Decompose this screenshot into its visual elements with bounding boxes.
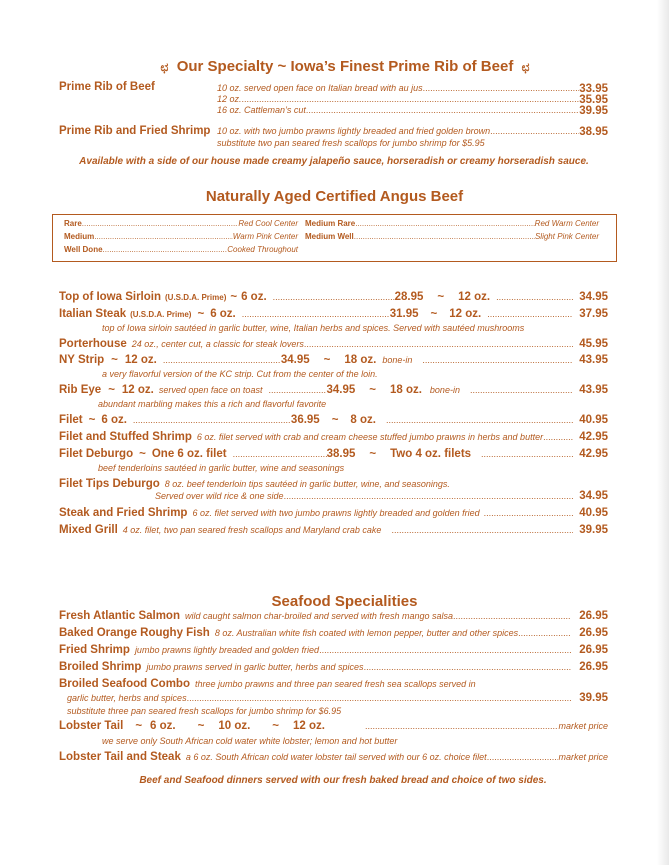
fried-shrimp-row: [59, 644, 608, 656]
item-desc: wild caught salmon char-broiled and served with fresh mango salsa: [185, 611, 453, 621]
size-1: One 6 oz. filet: [151, 448, 227, 460]
ornament-right-icon: ಛ: [521, 60, 530, 74]
item-tag: (U.S.D.A. Prime): [130, 310, 192, 319]
leader-dots: [364, 662, 572, 672]
leader-dots: [233, 449, 327, 459]
leader-dots: [490, 126, 579, 138]
item-desc-2: Served over wild rice & one side: [155, 491, 284, 501]
ribeye-row: [59, 384, 608, 396]
sirloin-row: [59, 291, 608, 303]
mixed-grill-row: [59, 524, 608, 536]
size-2: 18 oz.: [389, 384, 422, 396]
leader-dots: [487, 309, 573, 319]
item-tag: (U.S.D.A. Prime): [165, 293, 227, 302]
size-2: 12 oz.: [458, 291, 491, 303]
italian-row: [59, 308, 608, 320]
page-edge-shadow: [657, 0, 669, 865]
prime-rib-name: Prime Rib of Beef: [59, 81, 155, 93]
leader-dots: [187, 693, 572, 703]
leader-dots: [306, 105, 579, 117]
prime-rib-desc: 16 oz. Cattleman’s cut: [217, 105, 306, 115]
item-desc-2: garlic butter, herbs and spices: [67, 693, 187, 703]
tilde: ~: [88, 414, 96, 426]
leader-dots: [365, 721, 559, 731]
leader-dots: [133, 415, 291, 425]
prime-rib-desc: 12 oz.: [217, 94, 242, 104]
prime-rib-price: 39.95: [579, 105, 608, 117]
tips-row-2: [155, 490, 608, 502]
item-name: Mixed Grill: [59, 524, 118, 536]
tilde: ~: [323, 354, 331, 366]
price-1: 31.95: [389, 308, 419, 320]
leader-dots: [82, 219, 239, 228]
price-2: 40.95: [579, 414, 608, 426]
filet-shrimp-row: [59, 431, 608, 443]
size-1: 12 oz.: [124, 354, 157, 366]
lobster-row: [59, 720, 608, 732]
item-name: Italian Steak: [59, 308, 127, 320]
combo-row: [59, 678, 476, 690]
item-desc: top of Iowa sirloin sautéed in garlic butter, wine, Italian herbs and spices. Served with sautéed mushrooms: [102, 323, 525, 333]
temp-label: Medium Rare: [305, 219, 356, 228]
leader-dots: [543, 432, 573, 442]
leader-dots: [518, 628, 571, 638]
leader-dots: [386, 415, 573, 425]
leader-dots: [268, 385, 326, 395]
leader-dots: [319, 645, 571, 655]
size-1: 6 oz.: [101, 414, 127, 426]
temp-well-done: [64, 245, 298, 254]
price: 26.95: [579, 627, 608, 639]
nystrip-row: [59, 354, 608, 366]
tilde: ~: [197, 720, 205, 732]
porterhouse-row: [59, 338, 608, 350]
seafood-title: Seafood Specialities: [271, 593, 418, 610]
specialty-note: Available with a side of our house made creamy jalapeño sauce, horseradish or creamy horseradish sauce.: [79, 156, 589, 167]
combo-row-2: [67, 692, 608, 704]
item-desc: we serve only South African cold water white lobster; lemon and hot butter: [102, 736, 398, 746]
price: 39.95: [579, 692, 608, 704]
item-name: Filet Deburgo: [59, 448, 134, 460]
steak-shrimp-row: [59, 507, 608, 519]
specialty-title: Our Specialty ~ Iowa’s Finest Prime Rib of Beef: [176, 58, 514, 75]
price-1: 38.95: [326, 448, 356, 460]
leader-dots: [481, 449, 573, 459]
price-1: 36.95: [290, 414, 320, 426]
tilde: ~: [369, 448, 377, 460]
item-name: Broiled Seafood Combo: [59, 678, 190, 690]
prime-rib-desc: 10 oz. served open face on Italian bread with au jus: [217, 83, 423, 93]
tilde: ~: [197, 308, 205, 320]
price: 26.95: [579, 610, 608, 622]
served-note: served open face on toast: [158, 385, 263, 395]
bone-in: bone-in: [382, 355, 413, 365]
tips-row: [59, 478, 450, 490]
item-name: Filet: [59, 414, 83, 426]
item-name: Lobster Tail: [59, 720, 124, 732]
item-desc: abundant marbling makes this a rich and flavorful favorite: [98, 399, 327, 409]
item-desc: 4 oz. filet, two pan seared fresh scallops and Maryland crab cake: [122, 525, 382, 535]
temp-rare: [64, 219, 298, 228]
item-name: NY Strip: [59, 354, 105, 366]
temp-medium-rare: [305, 219, 599, 228]
size-1: 6 oz.: [210, 308, 236, 320]
item-name: Steak and Fried Shrimp: [59, 507, 188, 519]
leader-dots: [94, 232, 233, 241]
item-name: Rib Eye: [59, 384, 102, 396]
temp-label: Well Done: [64, 245, 103, 254]
price-2: 34.95: [579, 291, 608, 303]
item-name: Filet and Stuffed Shrimp: [59, 431, 192, 443]
tilde: ~: [139, 448, 146, 460]
combo-sub: substitute three pan seared fresh scallops for jumbo shrimp for $6.95: [67, 706, 342, 716]
leader-dots: [355, 219, 534, 228]
leader-dots: [354, 232, 535, 241]
temp-desc: Warm Pink Center: [232, 232, 298, 241]
tilde: ~: [437, 291, 445, 303]
bone-in: bone-in: [429, 385, 460, 395]
item-name: Lobster Tail and Steak: [59, 751, 181, 763]
leader-dots: [163, 355, 281, 365]
prime-rib-shrimp-desc: 10 oz. with two jumbo prawns lightly breaded and fried golden brown: [217, 126, 491, 136]
temp-medium: [64, 232, 298, 241]
item-desc: 6 oz. filet served with crab and cream cheese stuffed jumbo prawns in herbs and butter: [196, 432, 544, 442]
deburgo-row: [59, 448, 608, 460]
tilde: ~: [369, 384, 376, 396]
leader-dots: [487, 752, 559, 762]
roughy-row: [59, 627, 608, 639]
price-2: 37.95: [579, 308, 608, 320]
prime-rib-shrimp-name: Prime Rib and Fried Shrimp: [59, 125, 211, 137]
price-2: 43.95: [579, 354, 608, 366]
temp-label: Medium: [64, 232, 95, 241]
item-desc: jumbo prawns lightly breaded and golden fried: [134, 645, 320, 655]
leader-dots: [103, 245, 228, 254]
item-name: Top of Iowa Sirloin: [59, 291, 162, 303]
item-desc: a very flavorful version of the KC strip. Cut from the center of the loin.: [102, 369, 378, 379]
temp-desc: Red Cool Center: [238, 219, 298, 228]
temp-label: Medium Well: [305, 232, 354, 241]
tilde: ~: [430, 308, 438, 320]
tilde: ~: [331, 414, 339, 426]
price: market price: [558, 752, 608, 762]
price: 26.95: [579, 661, 608, 673]
price-1: 34.95: [326, 384, 356, 396]
size-2: 10 oz.: [218, 720, 251, 732]
filet-row: [59, 414, 608, 426]
lobster-steak-row: [59, 751, 608, 763]
salmon-row: [59, 610, 608, 622]
footer-note: Beef and Seafood dinners served with our fresh baked bread and choice of two sides.: [139, 775, 547, 786]
size-1: 6 oz.: [241, 291, 267, 303]
price: 42.95: [579, 431, 608, 443]
price: 34.95: [579, 490, 608, 502]
prime-rib-price: 35.95: [579, 94, 608, 106]
leader-dots: [453, 611, 571, 621]
leader-dots: [284, 491, 574, 501]
prime-rib-price: 33.95: [579, 83, 608, 95]
price: 40.95: [579, 507, 608, 519]
broiled-shrimp-row: [59, 661, 608, 673]
prime-rib-shrimp-price: 38.95: [579, 126, 608, 138]
size-3: 12 oz.: [293, 720, 325, 732]
item-desc: 6 oz. filet served with two jumbo prawns lightly breaded and golden fried: [192, 508, 480, 518]
price: 26.95: [579, 644, 608, 656]
size-2: 18 oz.: [344, 354, 377, 366]
item-desc: 8 oz. beef tenderloin tips sautéed in garlic butter, wine, and seasonings.: [164, 479, 450, 489]
size-2: 8 oz.: [350, 414, 376, 426]
leader-dots: [391, 525, 573, 535]
item-name: Filet Tips Deburgo: [59, 478, 160, 490]
prime-rib-shrimp-sub: substitute two pan seared fresh scallops for jumbo shrimp for $5.95: [217, 138, 485, 148]
item-name: Porterhouse: [59, 338, 127, 350]
tilde: ~: [135, 720, 143, 732]
item-desc: three jumbo prawns and three pan seared fresh sea scallops served in: [194, 679, 476, 689]
item-desc: beef tenderloins sautéed in garlic butter, wine and seasonings: [98, 463, 345, 473]
item-desc: 24 oz., center cut, a classic for steak lovers: [131, 339, 304, 349]
tilde: ~: [272, 720, 280, 732]
leader-dots: [273, 292, 395, 302]
price-1: 34.95: [280, 354, 310, 366]
item-name: Broiled Shrimp: [59, 661, 142, 673]
size-1: 6 oz.: [150, 720, 176, 732]
leader-dots: [304, 339, 573, 349]
temp-medium-well: [305, 232, 599, 241]
size-1: 12 oz.: [121, 384, 154, 396]
leader-dots: [470, 385, 573, 395]
tilde: ~: [111, 354, 118, 366]
temp-desc: Red Warm Center: [534, 219, 599, 228]
prime-rib-shrimp-line: [217, 126, 608, 138]
price-2: 42.95: [579, 448, 608, 460]
tilde: ~: [108, 384, 115, 396]
prime-rib-line-3: [217, 105, 608, 117]
price: 39.95: [579, 524, 608, 536]
price-2: 43.95: [579, 384, 608, 396]
size-2: 12 oz.: [449, 308, 482, 320]
specialty-heading: [160, 58, 530, 75]
item-desc: 8 oz. Australian white fish coated with lemon pepper, butter and other spices: [214, 628, 519, 638]
price: 45.95: [579, 338, 608, 350]
angus-title: Naturally Aged Certified Angus Beef: [205, 188, 464, 205]
item-name: Fresh Atlantic Salmon: [59, 610, 180, 622]
item-desc: a 6 oz. South African cold water lobster tail served with our 6 oz. choice filet: [185, 752, 487, 762]
leader-dots: [496, 292, 573, 302]
leader-dots: [242, 309, 390, 319]
temp-desc: Slight Pink Center: [534, 232, 599, 241]
leader-dots: [422, 355, 573, 365]
item-name: Fried Shrimp: [59, 644, 130, 656]
price: market price: [558, 721, 608, 731]
temp-label: Rare: [64, 219, 82, 228]
tilde: ~: [230, 291, 238, 303]
temp-desc: Cooked Throughout: [227, 245, 298, 254]
size-2: Two 4 oz. filets: [390, 448, 472, 460]
leader-dots: [484, 508, 574, 518]
ornament-left-icon: ಛ: [160, 60, 169, 74]
price-1: 28.95: [394, 291, 424, 303]
item-desc: jumbo prawns served in garlic butter, herbs and spices: [146, 662, 364, 672]
item-name: Baked Orange Roughy Fish: [59, 627, 210, 639]
